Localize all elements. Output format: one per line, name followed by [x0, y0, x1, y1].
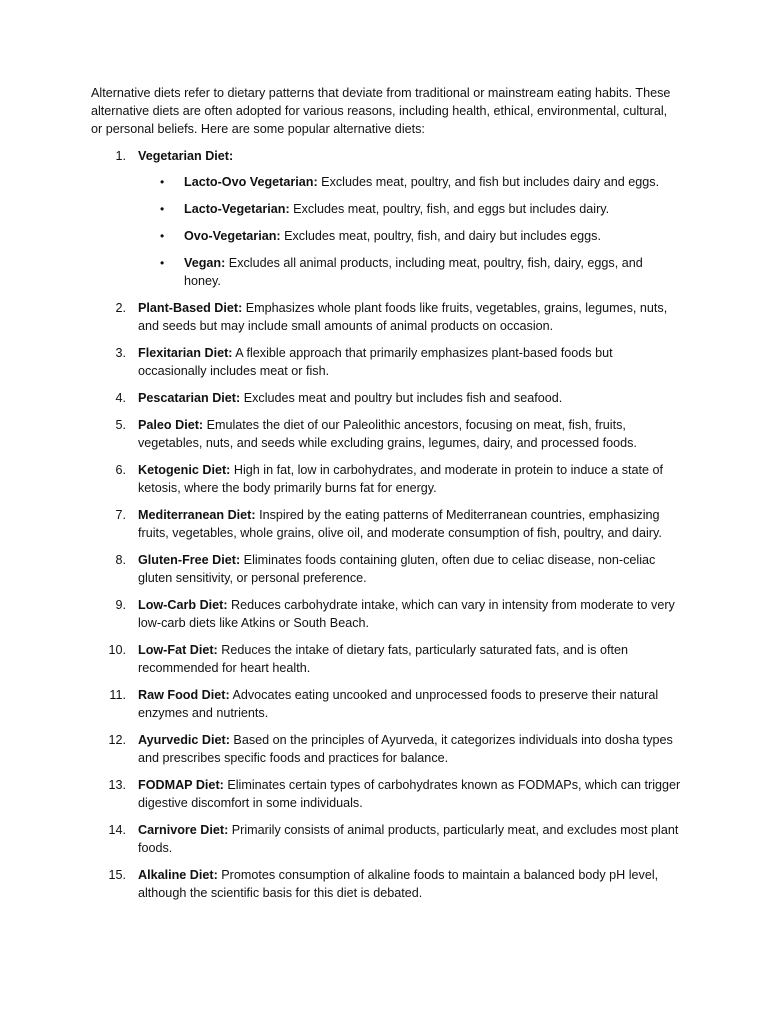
bullet-icon: • — [160, 229, 165, 243]
list-item — [91, 147, 681, 290]
list-item-number: 13. — [108, 778, 126, 792]
list-item-term: Mediterranean Diet: — [138, 508, 256, 522]
list-item-term: Pescatarian Diet: — [138, 391, 241, 405]
list-item — [91, 389, 681, 407]
list-item-term: Gluten-Free Diet: — [138, 553, 241, 567]
list-item-number: 6. — [115, 463, 126, 477]
list-item-description: Primarily consists of animal products, particularly meat, and excludes most plant foods. — [138, 823, 679, 855]
sublist-item-description: Excludes meat, poultry, and fish but includes dairy and eggs. — [317, 175, 660, 189]
list-item-description: Advocates eating uncooked and unprocessed foods to preserve their natural enzymes and nutrients. — [138, 688, 659, 720]
list-item-term: Paleo Diet: — [138, 418, 204, 432]
list-item — [91, 506, 681, 542]
list-item-term: Low-Carb Diet: — [138, 598, 228, 612]
list-item-number: 2. — [115, 301, 126, 315]
list-item-description: Eliminates foods containing gluten, often due to celiac disease, non-celiac gluten sensitivity, or personal preference. — [138, 553, 656, 585]
list-item-description: Excludes meat and poultry but includes fish and seafood. — [240, 391, 563, 405]
list-item-number: 9. — [115, 598, 126, 612]
list-item-number: 3. — [115, 346, 126, 360]
list-item — [91, 641, 681, 677]
list-item-term: FODMAP Diet: — [138, 778, 224, 792]
sublist-item-description: Excludes all animal products, including meat, poultry, fish, dairy, eggs, and honey. — [184, 256, 643, 288]
sublist-item-term: Vegan: — [184, 256, 226, 270]
list-item — [91, 461, 681, 497]
list-item — [91, 776, 681, 812]
sublist-item — [138, 200, 681, 218]
list-item — [91, 866, 681, 902]
list-item-term: Vegetarian Diet: — [138, 149, 234, 163]
list-item — [91, 416, 681, 452]
list-item-number: 5. — [115, 418, 126, 432]
list-item-number: 12. — [108, 733, 126, 747]
vegetarian-sublist — [138, 173, 681, 290]
list-item-description: Emphasizes whole plant foods like fruits, vegetables, grains, legumes, nuts, and seeds but may include small amounts of animal products on occasion. — [138, 301, 668, 333]
list-item — [91, 596, 681, 632]
sublist-item-term: Lacto-Ovo Vegetarian: — [184, 175, 318, 189]
sublist-item-term: Ovo-Vegetarian: — [184, 229, 281, 243]
list-item-description: Inspired by the eating patterns of Mediterranean countries, emphasizing fruits, vegetables, whole grains, olive oil, and moderate consumption of fish, poultry, and dairy. — [138, 508, 662, 540]
list-item-description: Eliminates certain types of carbohydrates known as FODMAPs, which can trigger digestive discomfort in some individuals. — [138, 778, 681, 810]
bullet-icon: • — [160, 175, 165, 189]
list-item-term: Carnivore Diet: — [138, 823, 229, 837]
list-item-number: 15. — [108, 868, 126, 882]
list-item — [91, 551, 681, 587]
list-item — [91, 731, 681, 767]
list-item-description: Reduces the intake of dietary fats, particularly saturated fats, and is often recommended for heart health. — [138, 643, 628, 675]
list-item-description: A flexible approach that primarily emphasizes plant-based foods but occasionally includes meat or fish. — [138, 346, 613, 378]
list-item — [91, 821, 681, 857]
bullet-icon: • — [160, 256, 165, 270]
list-item-number: 7. — [115, 508, 126, 522]
sublist-item-description: Excludes meat, poultry, fish, and eggs but includes dairy. — [289, 202, 610, 216]
list-item — [91, 686, 681, 722]
document-body — [91, 84, 681, 911]
list-item-number: 10. — [108, 643, 126, 657]
list-item-number: 1. — [115, 149, 126, 163]
list-item-term: Ketogenic Diet: — [138, 463, 231, 477]
bullet-icon: • — [160, 202, 165, 216]
diet-list — [91, 147, 681, 902]
list-item-number: 8. — [115, 553, 126, 567]
list-item-term: Flexitarian Diet: — [138, 346, 233, 360]
list-item — [91, 299, 681, 335]
list-item-description: Reduces carbohydrate intake, which can vary in intensity from moderate to very low-carb diets like Atkins or South Beach. — [138, 598, 675, 630]
sublist-item — [138, 254, 681, 290]
sublist-item — [138, 173, 681, 191]
list-item-description: Based on the principles of Ayurveda, it categorizes individuals into dosha types and prescribes specific foods and practices for balance. — [138, 733, 673, 765]
sublist-item-term: Lacto-Vegetarian: — [184, 202, 290, 216]
list-item-term: Raw Food Diet: — [138, 688, 230, 702]
intro-paragraph: Alternative diets refer to dietary patterns that deviate from traditional or mainstream eating habits. These alternative diets are often adopted for various reasons, including health, ethical, environmental, cultural, or personal beliefs. Here are some popular alternative diets: — [91, 86, 671, 136]
sublist-item — [138, 227, 681, 245]
list-item-term: Alkaline Diet: — [138, 868, 218, 882]
list-item-number: 11. — [109, 688, 126, 702]
list-item-description: Promotes consumption of alkaline foods to maintain a balanced body pH level, although the scientific basis for this diet is debated. — [138, 868, 659, 900]
list-item-description: Emulates the diet of our Paleolithic ancestors, focusing on meat, fish, fruits, vegetables, nuts, and seeds while excluding grains, legumes, dairy, and processed foods. — [138, 418, 637, 450]
list-item-number: 4. — [115, 391, 126, 405]
list-item — [91, 344, 681, 380]
list-item-term: Ayurvedic Diet: — [138, 733, 230, 747]
list-item-term: Low-Fat Diet: — [138, 643, 218, 657]
sublist-item-description: Excludes meat, poultry, fish, and dairy but includes eggs. — [280, 229, 601, 243]
list-item-description: High in fat, low in carbohydrates, and moderate in protein to induce a state of ketosis, where the body primarily burns fat for energy. — [138, 463, 664, 495]
list-item-number: 14. — [108, 823, 126, 837]
list-item-term: Plant-Based Diet: — [138, 301, 243, 315]
